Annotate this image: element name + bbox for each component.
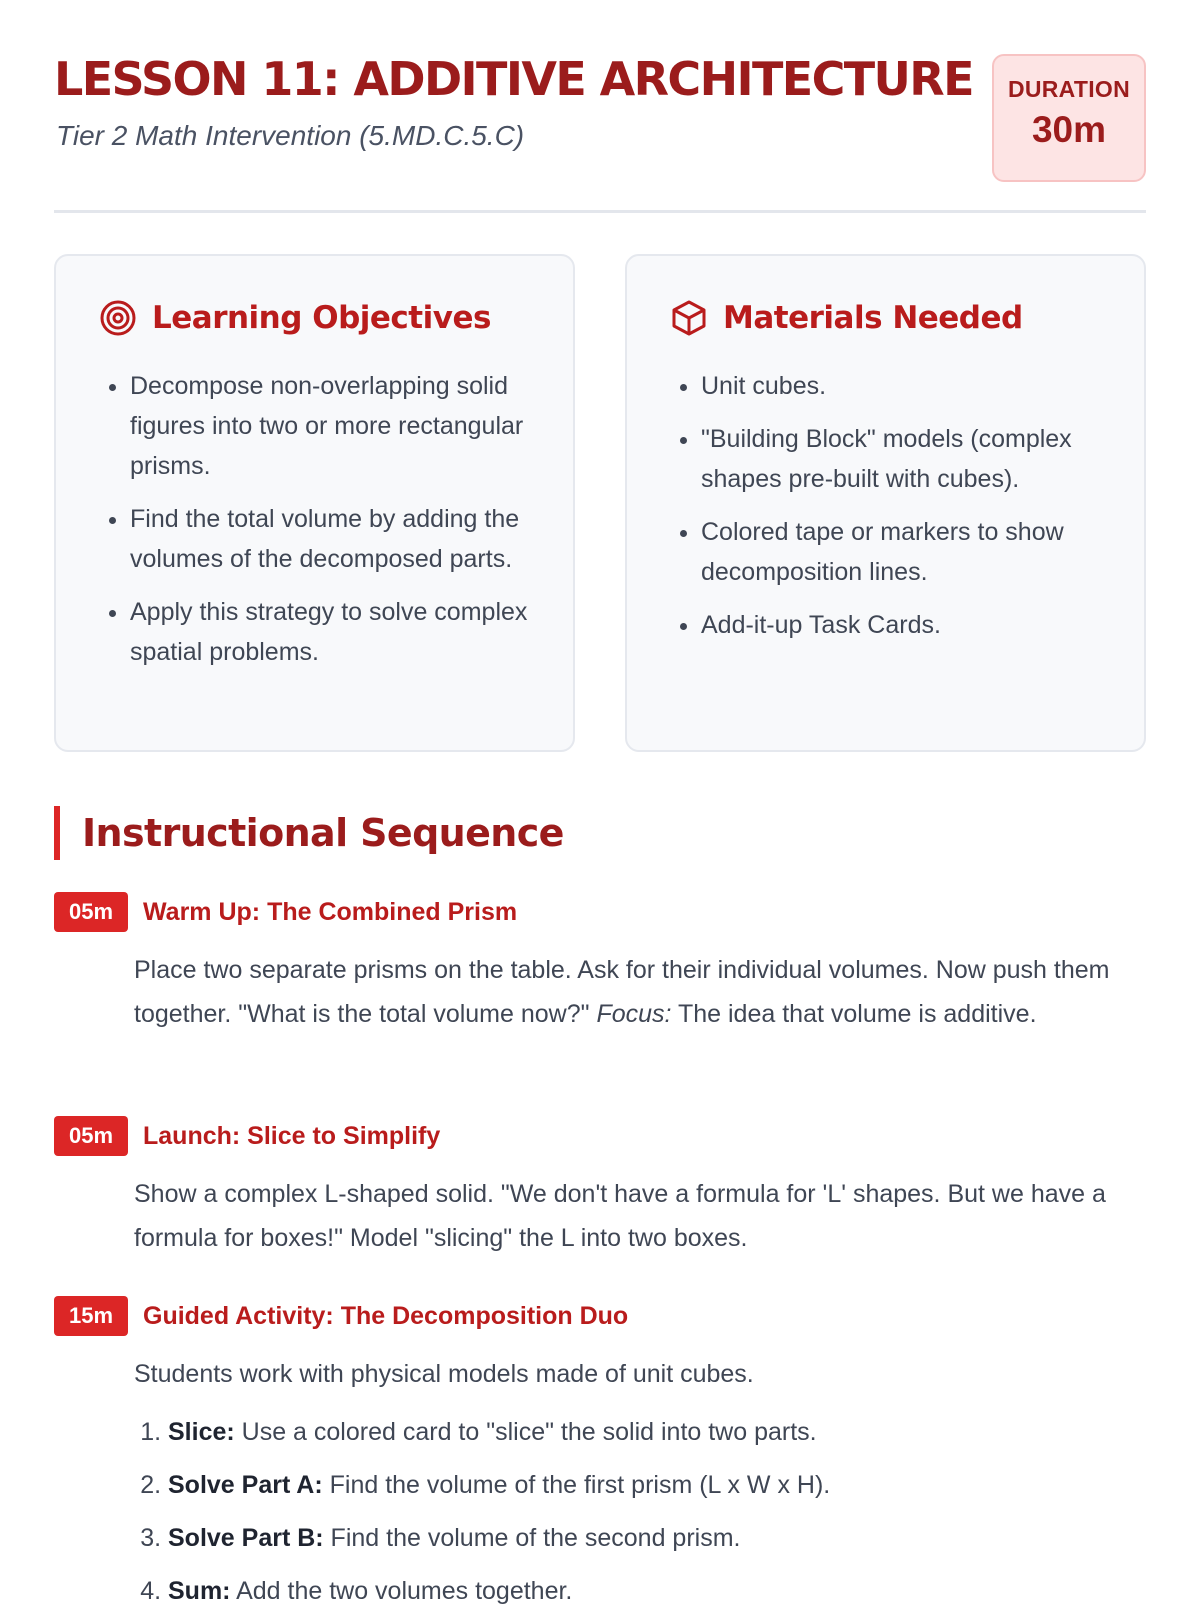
duration-label: DURATION [1007,76,1131,102]
sequence-step-launch [54,1116,1146,1260]
duration-value: 30m [1031,109,1107,150]
list-item: • Apply this strategy to solve complex spatial problems. [130,592,543,672]
time-badge: 05m [54,892,128,932]
step-body [134,1352,1146,1611]
materials-header [669,298,1023,338]
substeps-list [134,1412,1146,1611]
list-item [168,1571,1146,1611]
substep-text: Add the two volumes together. [230,1577,573,1605]
page-title: LESSON 11: ADDITIVE ARCHITECTURE [54,52,973,106]
list-item: • "Building Block" models (complex shapes pre-built with cubes). [701,419,1114,499]
substep-text: Find the volume of the first prism (L x W x H). [322,1471,831,1499]
list-item: • Unit cubes. [701,366,1114,406]
substep-label: Slice: [168,1418,235,1446]
objectives-header [98,298,491,338]
target-icon [98,298,138,338]
sequence-step-warmup [54,892,1146,1036]
lesson-header [54,0,1146,213]
list-item: • Find the total volume by adding the volumes of the decomposed parts. [130,499,543,579]
list-item [168,1412,1146,1452]
materials-card [625,254,1146,752]
step-text: The idea that volume is additive. [671,1000,1037,1028]
list-item: • Add-it-up Task Cards. [701,605,1114,645]
substep-text: Find the volume of the second prism. [323,1524,741,1552]
materials-list [669,366,1114,658]
objectives-list [98,366,543,685]
overview-cards [54,254,1146,752]
step-body [134,948,1146,1036]
time-badge: 05m [54,1116,128,1156]
step-header [54,1296,1146,1336]
sequence-heading: Instructional Sequence [54,806,564,860]
list-item [168,1465,1146,1505]
substep-label: Solve Part B: [168,1524,324,1552]
list-item: • Decompose non-overlapping solid figures into two or more rectangular prisms. [130,366,543,486]
step-title: Guided Activity: The Decomposition Duo [143,1301,629,1330]
step-header [54,1116,1146,1156]
step-body: Show a complex L-shaped solid. "We don't have a formula for 'L' shapes. But we have a formula for boxes!" Model "slicing" the L into two boxes. [134,1180,1106,1252]
list-item: • Colored tape or markers to show decomposition lines. [701,512,1114,592]
duration-badge [992,54,1146,182]
list-item [168,1518,1146,1558]
objectives-card [54,254,575,752]
focus-label: Focus: [596,1000,672,1028]
substep-label: Sum: [168,1577,231,1605]
materials-heading: Materials Needed [723,300,1023,336]
sequence-step-guided [54,1296,1146,1624]
objectives-heading: Learning Objectives [152,300,491,336]
step-text: Students work with physical models made of unit cubes. [134,1360,754,1388]
page-subtitle: Tier 2 Math Intervention (5.MD.C.5.C) [56,120,525,151]
step-title: Warm Up: The Combined Prism [143,897,518,926]
step-title: Launch: Slice to Simplify [143,1121,441,1150]
step-text: Place two separate prisms on the table. Ask for their individual volumes. Now push them together. "What is the total volume now?" [134,956,1110,1028]
cube-icon [669,298,709,338]
time-badge: 15m [54,1296,128,1336]
substep-label: Solve Part A: [168,1471,323,1499]
step-header [54,892,1146,932]
substep-text: Use a colored card to "slice" the solid into two parts. [234,1418,817,1446]
